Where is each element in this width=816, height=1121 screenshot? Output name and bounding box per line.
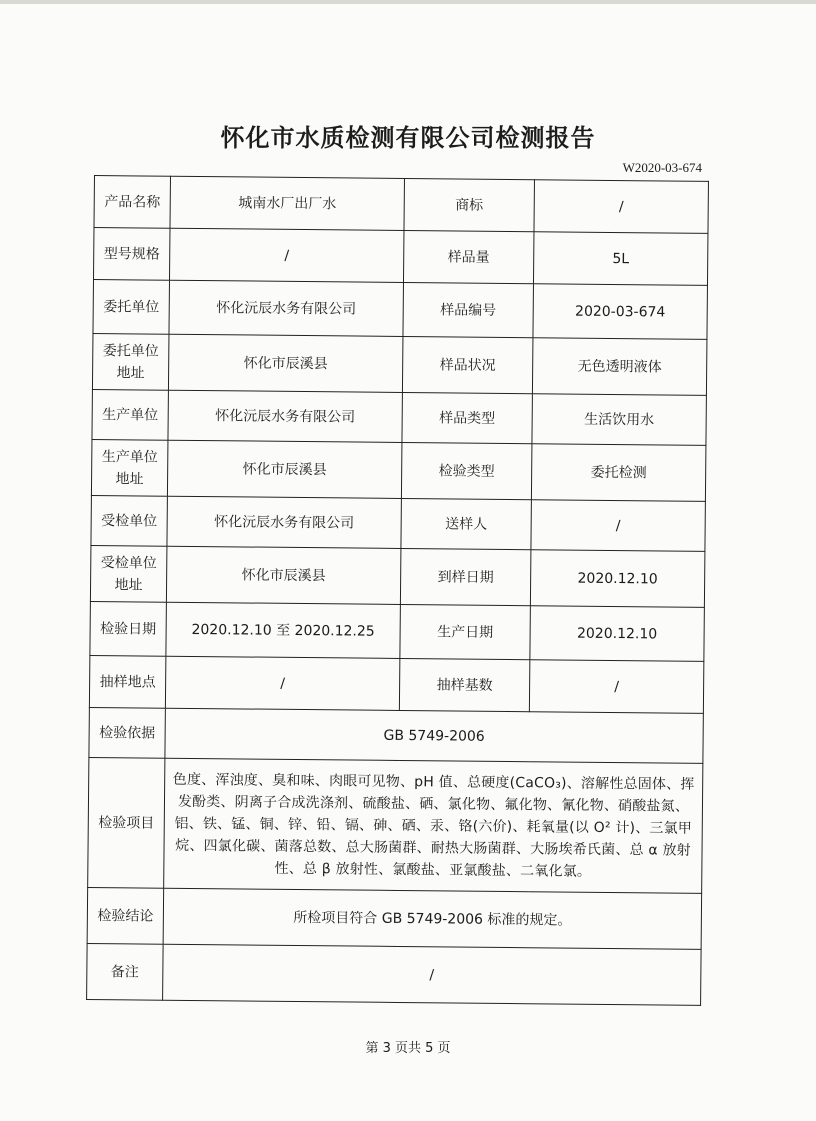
row-items: [88, 757, 703, 893]
value-arrival-date: 2020.12.10: [530, 550, 705, 608]
label-producer: 生产单位: [92, 389, 168, 440]
label-sampling-location: 抽样地点: [89, 655, 165, 708]
label-inspection-type: 检验类型: [401, 442, 532, 499]
label-producer-address-line2: 地址: [115, 470, 144, 487]
row-client-address: [92, 333, 707, 395]
value-client-address: 怀化市辰溪县: [168, 334, 403, 392]
value-remark: /: [163, 944, 702, 1005]
value-sampling-base: /: [529, 660, 703, 714]
value-inspection-date: 2020.12.10 至 2020.12.25: [166, 602, 401, 658]
value-basis: GB 5749-2006: [165, 708, 703, 763]
row-inspection-date: [90, 601, 704, 661]
value-inspected-unit: 怀化沅辰水务有限公司: [167, 496, 401, 548]
label-model: 型号规格: [93, 228, 169, 281]
label-basis: 检验依据: [89, 707, 165, 758]
row-producer: [92, 389, 706, 445]
value-sample-amount: 5L: [533, 232, 707, 286]
value-conclusion: 所检项目符合 GB 5749-2006 标准的规定。: [163, 888, 702, 949]
value-inspection-type: 委托检测: [531, 444, 706, 502]
row-basis: [89, 707, 703, 763]
label-trademark: 商标: [404, 178, 534, 231]
value-client: 怀化沅辰水务有限公司: [169, 280, 404, 336]
value-producer: 怀化沅辰水务有限公司: [168, 390, 402, 442]
value-items: 色度、浑浊度、臭和味、肉眼可见物、pH 值、总硬度(CaCO₃)、溶解性总固体、挥发酚类、阴离子合成洗涤剂、硫酸盐、硒、氯化物、氟化物、氰化物、硝酸盐氮、铝、铁、锰、铜、锌、铅、镉、砷、硒、汞、铬(六价)、耗氧量(以 O² 计)、三氯甲烷、四氯化碳、菌落总数、总大肠菌群、耐热大肠菌群、大肠埃希氏菌、总 α 放射性、总 β 放射性、氯酸盐、亚氯酸盐、二氧化氯。: [164, 758, 703, 893]
value-sample-no: 2020-03-674: [533, 284, 708, 340]
value-inspected-address: 怀化市辰溪县: [166, 546, 401, 604]
label-client-address-line1: 委托单位: [102, 342, 159, 360]
row-inspected-unit: [91, 495, 705, 551]
row-product-name: [94, 176, 708, 234]
label-inspected-unit: 受检单位: [91, 495, 167, 546]
label-sample-amount: 样品量: [403, 230, 533, 283]
label-sample-condition: 样品状况: [402, 336, 533, 393]
row-conclusion: [87, 887, 702, 949]
report-title: 怀化市水质检测有限公司检测报告: [220, 124, 596, 152]
row-producer-address: [91, 439, 706, 501]
value-sampling-location: /: [165, 656, 399, 710]
row-remark: [87, 943, 702, 1005]
label-sample-type: 样品类型: [402, 392, 532, 443]
value-sample-type: 生活饮用水: [532, 394, 706, 446]
row-inspected-address: [90, 545, 705, 607]
row-client: [93, 280, 707, 340]
row-sampling-location: [89, 655, 703, 713]
label-production-date: 生产日期: [400, 604, 531, 659]
page-footer: 第 3 页共 5 页: [365, 1041, 451, 1056]
report-number: W2020-03-674: [622, 160, 702, 175]
value-trademark: /: [534, 180, 708, 234]
row-model: [93, 228, 707, 286]
value-production-date: 2020.12.10: [530, 606, 705, 662]
label-arrival-date: 到样日期: [400, 548, 531, 605]
label-items: 检验项目: [88, 757, 165, 888]
label-remark: 备注: [87, 943, 164, 1000]
label-sample-no: 样品编号: [403, 282, 534, 337]
label-inspected-address-line2: 地址: [114, 576, 143, 593]
label-inspected-address-line1: 受检单位: [100, 554, 157, 572]
label-client-address-line2: 地址: [116, 364, 145, 381]
value-model: /: [169, 228, 403, 282]
value-sample-condition: 无色透明液体: [532, 338, 707, 396]
value-producer-address: 怀化市辰溪县: [167, 440, 402, 498]
value-sender: /: [531, 500, 705, 552]
label-product-name: 产品名称: [94, 176, 170, 229]
label-client-address: [92, 333, 169, 390]
report-table: [86, 175, 709, 1006]
label-client: 委托单位: [93, 280, 170, 335]
value-product-name: 城南水厂出厂水: [170, 176, 404, 230]
label-producer-address: [91, 439, 168, 496]
label-sampling-base: 抽样基数: [399, 658, 529, 711]
label-inspection-date: 检验日期: [90, 601, 167, 656]
label-producer-address-line1: 生产单位: [101, 448, 158, 466]
label-inspected-address: [90, 545, 167, 602]
label-conclusion: 检验结论: [87, 887, 164, 944]
label-sender: 送样人: [401, 498, 531, 549]
scan-edge: [0, 0, 816, 4]
